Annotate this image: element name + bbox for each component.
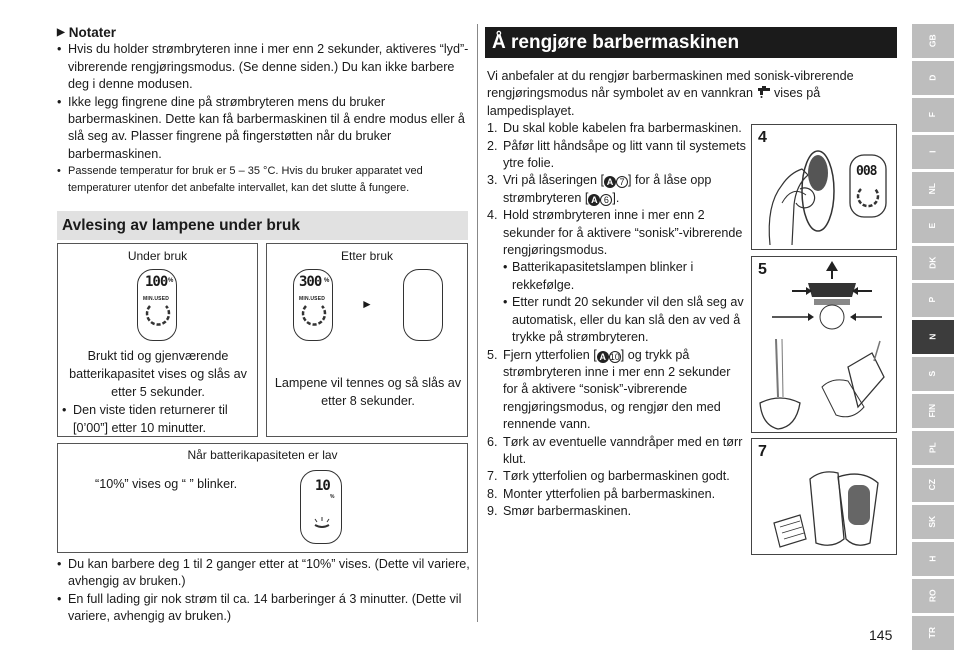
ref-number-icon: 6 <box>600 194 612 206</box>
section-heading-cleaning: Å rengjøre barbermaskinen <box>485 27 897 58</box>
tab-ro[interactable]: RO <box>912 579 954 613</box>
step-item: 3. Vri på låseringen [ A 7 ] for å låse opp strømbryteren [ A 6 ]. <box>487 173 712 205</box>
arrow-right-icon: ► <box>361 297 373 311</box>
step-sub-item: • Batterikapasitetslampen blinker i rekkefølge. <box>503 259 747 294</box>
under-bruk-title: Under bruk <box>127 249 188 263</box>
step-item: 4. Hold strømbryteren inne i mer enn 2 sekunder for å aktivere “sonisk”-vibrerende rengjøringsmodus. • Batterikapasitetslampen blinker i rekkefølge. • Etter rundt 20 sekunder vil den slå seg av automatisk, eller du kan slå den av ved å trykke på strømbryteren. <box>487 207 747 346</box>
foil-removal-illustration <box>752 257 896 432</box>
low-battery-title: Når batterikapasiteten er lav <box>187 448 338 462</box>
lamp-display-etter <box>293 269 333 341</box>
page-number: 145 <box>869 627 893 643</box>
ref-a-icon: A <box>597 351 609 363</box>
lamp-display-under <box>137 269 177 341</box>
column-divider <box>477 24 478 622</box>
tab-i[interactable]: I <box>912 135 954 169</box>
tab-f[interactable]: F <box>912 98 954 132</box>
lamp-display-off <box>403 269 443 341</box>
notes-list <box>57 41 471 197</box>
tab-tr[interactable]: TR <box>912 616 954 650</box>
tab-pl[interactable]: PL <box>912 431 954 465</box>
tab-n[interactable]: N <box>912 320 954 354</box>
display-digits: 008 <box>856 164 877 179</box>
battery-ring-icon <box>853 185 883 209</box>
ref-number-icon: 7 <box>616 176 628 188</box>
step-item: 7. Tørk ytterfolien og barbermaskinen godt. <box>487 469 730 484</box>
cleaning-body <box>487 68 854 521</box>
ref-a-icon: A <box>588 194 600 206</box>
step-item: 8. Monter ytterfolien på barbermaskinen. <box>487 486 716 501</box>
tab-fin[interactable]: FIN <box>912 394 954 428</box>
min-used-label: MIN.USED <box>299 296 326 302</box>
note-item: • Ikke legg fingrene dine på strømbryteren mens du bruker barbermaskinen. Dette kan få barbermaskinen til å endre modus eller å slå seg av. Plasser fingrene på fingerstøtten når du bruker barbermaskinen. <box>57 94 471 164</box>
figure-4 <box>751 124 897 250</box>
tab-gb[interactable]: GB <box>912 24 954 58</box>
display-digits: 10 <box>315 478 330 494</box>
left-column <box>57 24 471 240</box>
tab-h[interactable]: H <box>912 542 954 576</box>
section-heading-lamps: Avlesing av lampene under bruk <box>57 211 468 240</box>
step-item: 9. Smør barbermaskinen. <box>487 504 632 519</box>
lamp-display-low <box>300 470 342 544</box>
display-digits: 300 <box>299 274 322 290</box>
under-bruk-box <box>57 243 258 437</box>
etter-bruk-title: Etter bruk <box>340 249 394 263</box>
note-item: • Passende temperatur for bruk er 5 – 35 °C. Hvis du bruker apparatet ved temperaturer utenfor det anbefalte intervallet, kan det slutte å fungere. <box>57 163 471 197</box>
drying-illustration <box>752 439 896 554</box>
display-digits: 100 <box>145 274 168 290</box>
bottom-note-item: • Du kan barbere deg 1 til 2 ganger etter at “10%” vises. (Dette vil variere, avhengig av bruken.) <box>57 556 471 591</box>
min-used-label: MIN.USED <box>143 296 170 302</box>
figure-number: 4 <box>758 129 767 146</box>
ref-a-icon: A <box>604 176 616 188</box>
tab-s[interactable]: S <box>912 357 954 391</box>
etter-bruk-text: Lampene vil tennes og så slås av etter 8 sekunder. <box>274 376 462 408</box>
step-sub-item: • Etter rundt 20 sekunder vil den slå seg av automatisk, eller du kan slå den av ved å trykke på strømbryteren. <box>503 294 747 346</box>
step-item: 1. Du skal koble kabelen fra barbermaskinen. <box>487 121 742 136</box>
triangle-icon: ▶ <box>57 27 65 38</box>
under-bruk-bullet: • Den viste tiden returnerer til [0’00”] etter 10 minutter. <box>62 401 256 437</box>
tab-nl[interactable]: NL <box>912 172 954 206</box>
ref-number-icon: 10 <box>609 351 620 362</box>
water-tap-icon <box>757 86 771 98</box>
figure-number: 5 <box>758 261 767 278</box>
percent-sign: % <box>168 278 174 284</box>
notes-heading: ▶ Notater <box>57 25 116 40</box>
step-item: 6. Tørk av eventuelle vanndråper med en tørr klut. <box>487 434 743 466</box>
tab-d[interactable]: D <box>912 61 954 95</box>
bottom-notes-list <box>57 556 471 626</box>
tab-sk[interactable]: SK <box>912 505 954 539</box>
step-item: 5. Fjern ytterfolien [ A 10] og trykk på strømbryteren inne i mer enn 2 sekunder for å aktivere “sonisk”-vibrerende rengjøringsmodus, og rengjør den med rennende vann. <box>487 347 731 432</box>
percent-sign: % <box>324 278 330 284</box>
low-battery-text: “10%” vises og “ ” blinker. <box>95 477 238 491</box>
battery-ring-icon <box>300 300 328 330</box>
tab-p[interactable]: P <box>912 283 954 317</box>
blink-segment-icon <box>311 515 333 531</box>
cleaning-steps <box>487 120 747 520</box>
language-tabs <box>912 24 954 653</box>
percent-sign: % <box>330 494 335 500</box>
etter-bruk-box <box>266 243 468 437</box>
under-bruk-text: Brukt tid og gjenværende batterikapasitet vises og slås av etter 5 sekunder. <box>69 349 247 399</box>
step-item: 2. Påfør litt håndsåpe og litt vann til systemets ytre folie. <box>487 138 746 171</box>
figure-number: 7 <box>758 443 767 460</box>
note-item: • Hvis du holder strømbryteren inne i mer enn 2 sekunder, aktiveres “lyd”-vibrerende rengjøringsmodus. (Se denne siden.) Du kan ikke barbere deg i denne modusen. <box>57 41 471 93</box>
tab-cz[interactable]: CZ <box>912 468 954 502</box>
bottom-note-item: • En full lading gir nok strøm til ca. 14 barberinger á 3 minutter. (Dette vil variere, avhengig av bruken.) <box>57 591 471 626</box>
low-battery-box <box>57 443 468 553</box>
tab-dk[interactable]: DK <box>912 246 954 280</box>
figure-7 <box>751 438 897 555</box>
tab-e[interactable]: E <box>912 209 954 243</box>
battery-ring-icon <box>144 300 172 330</box>
figure-5 <box>751 256 897 433</box>
cleaning-intro: Vi anbefaler at du rengjør barbermaskinen med sonisk-vibrerende rengjøringsmodus når symbolet av en vannkran vises på lampedisplayet. <box>487 69 854 118</box>
